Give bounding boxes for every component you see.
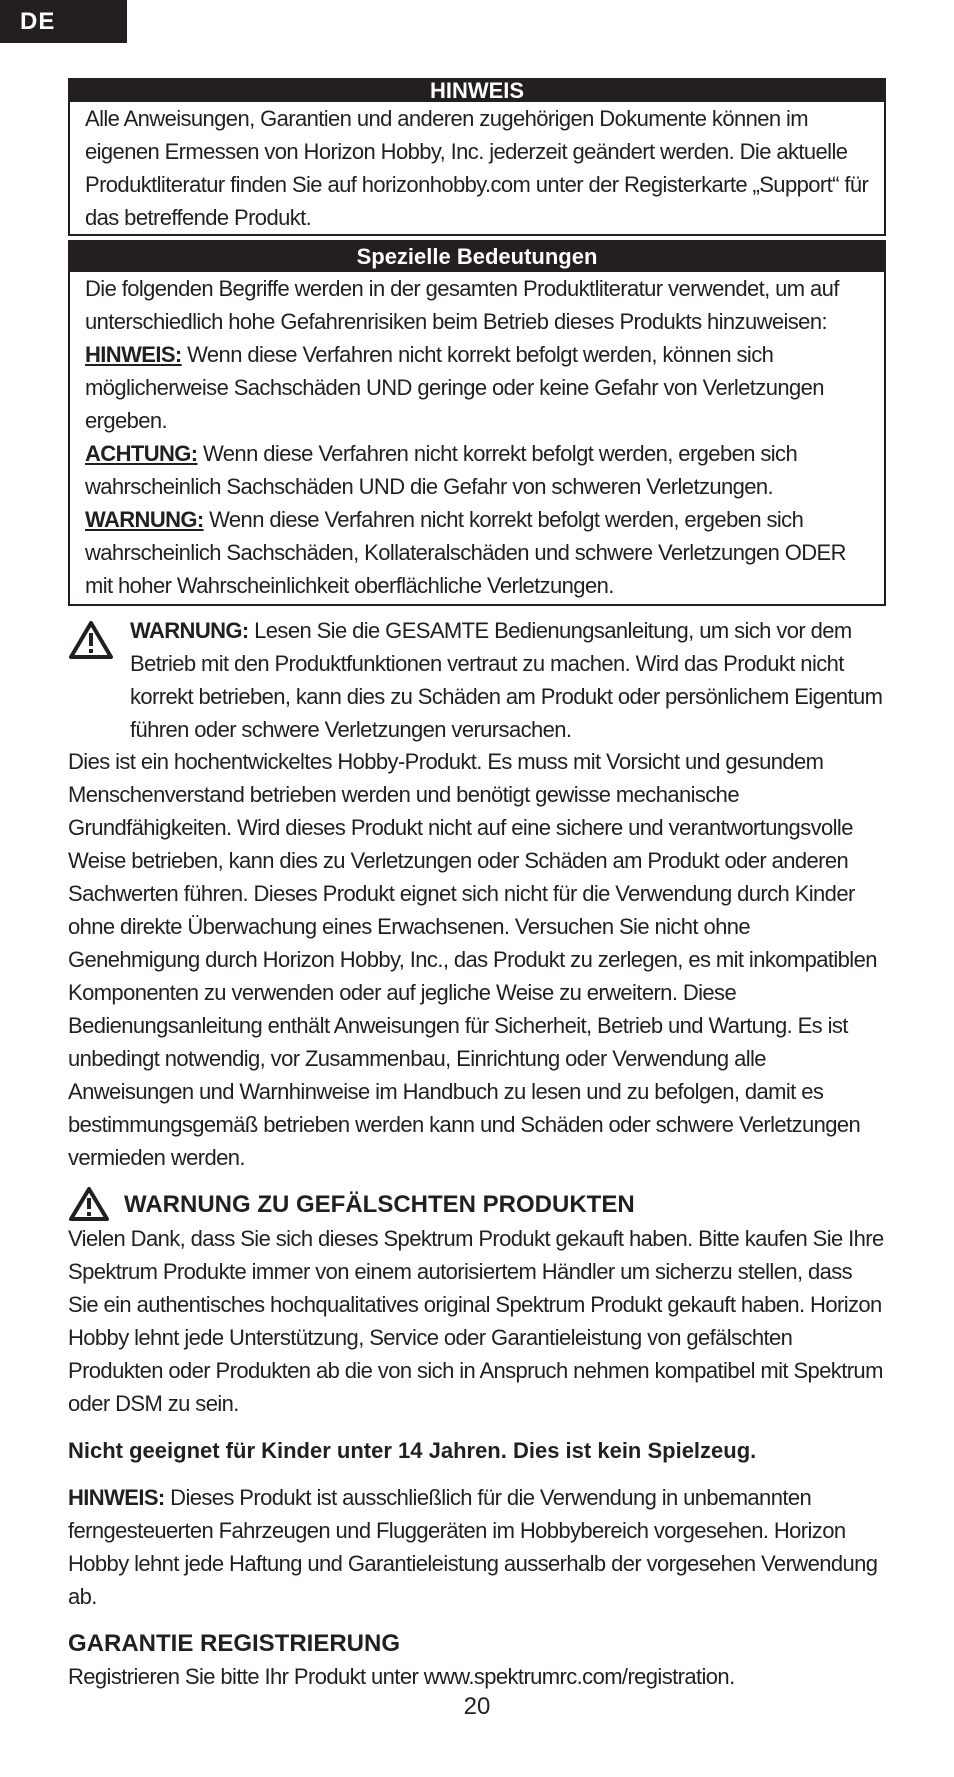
meaning-label: ACHTUNG:: [85, 441, 198, 466]
meaning-text: Wenn diese Verfahren nicht korrekt befolgt werden, ergeben sich wahrscheinlich Sachschäden UND die Gefahr von schweren Verletzungen.: [85, 441, 798, 499]
meanings-intro: Die folgenden Begriffe werden in der gesamten Produktliteratur verwendet, um auf unterschiedlich hohe Gefahrenrisiken beim Betrieb dieses Produkts hinzuweisen:: [85, 276, 839, 334]
warning-triangle-icon: [68, 1186, 110, 1222]
meaning-item-warnung: [85, 503, 872, 602]
age-warning: Nicht geeignet für Kinder unter 14 Jahren. Dies ist kein Spielzeug.: [68, 1438, 757, 1463]
main-warning-text: Lesen Sie die GESAMTE Bedienungsanleitung, um sich vor dem Betrieb mit den Produktfunktionen vertraut zu machen. Wird das Produkt nicht korrekt betrieben, kann dies zu Schäden am Produkt oder persönlichem Eigentum führen oder schwere Verletzungen verursachen.: [130, 618, 883, 742]
usage-notice-text: Dieses Produkt ist ausschließlich für die Verwendung in unbemannten ferngesteuerten Fahrzeugen und Fluggeräten im Hobbybereich vorgesehen. Horizon Hobby lehnt jede Haftung und Garantieleistung ausserhalb der vorgesehen Verwendung ab.: [68, 1485, 878, 1609]
notice-box-body: Alle Anweisungen, Garantien und anderen zugehörigen Dokumente können im eigenen Ermessen von Horizon Hobby, Inc. jederzeit geändert werden. Die aktuelle Produktliteratur finden Sie auf horizonhobby.com unter der Registerkarte „Support“ für das betreffende Produkt.: [85, 106, 869, 230]
meaning-label: HINWEIS:: [85, 342, 182, 367]
usage-notice-label: HINWEIS:: [68, 1485, 165, 1510]
counterfeit-text: Vielen Dank, dass Sie sich dieses Spektrum Produkt gekauft haben. Bitte kaufen Sie Ihre Spektrum Produkte immer von einem autorisiertem Händler um sicherzu stellen, dass Sie ein authentisches hochqualitatives original Spektrum Produkt gekauft haben. Horizon Hobby lehnt jede Unterstützung, Service oder Garantieleistung von gefälschten Produkten oder Produkten ab die von sich in Anspruch nehmen kompatibel mit Spektrum oder DSM zu sein.: [68, 1226, 884, 1416]
registration-text: Registrieren Sie bitte Ihr Produkt unter www.spektrumrc.com/registration.: [68, 1664, 735, 1689]
registration-title: GARANTIE REGISTRIERUNG: [68, 1630, 401, 1657]
main-warning: [68, 614, 886, 746]
meaning-text: Wenn diese Verfahren nicht korrekt befolgt werden, können sich möglicherweise Sachschäden UND geringe oder keine Gefahr von Verletzungen ergeben.: [85, 342, 824, 433]
meaning-item-achtung: [85, 437, 872, 503]
language-tab: DE: [0, 0, 127, 43]
counterfeit-title-text: WARNUNG ZU GEFÄLSCHTEN PRODUKTEN: [124, 1190, 635, 1218]
notice-box-title: HINWEIS: [70, 80, 884, 102]
usage-notice: [68, 1481, 886, 1613]
main-warning-paragraph-2: Dies ist ein hochentwickeltes Hobby-Produkt. Es muss mit Vorsicht und gesundem Menschenverstand betrieben werden und benötigt gewisse mechanische Grundfähigkeiten. Wird dieses Produkt nicht auf eine sichere und verantwortungsvolle Weise betrieben, kann dies zu Verletzungen oder Schäden am Produkt oder anderen Sachwerten führen. Dieses Produkt eignet sich nicht für die Verwendung durch Kinder ohne direkte Überwachung eines Erwachsenen. Versuchen Sie nicht ohne Genehmigung durch Horizon Hobby, Inc., das Produkt zu zerlegen, es mit inkompatiblen Komponenten zu verwenden oder auf jegliche Weise zu erweitern. Diese Bedienungsanleitung enthält Anweisungen für Sicherheit, Betrieb und Wartung. Es ist unbedingt notwendig, vor Zusammenbau, Einrichtung oder Verwendung alle Anweisungen und Warnhinweise im Handbuch zu lesen und zu befolgen, damit es bestimmungsgemäß betrieben werden kann und Schäden oder schwere Verletzungen vermieden werden.: [68, 749, 877, 1170]
counterfeit-title: [68, 1186, 886, 1222]
page-number: 20: [463, 1693, 491, 1720]
meaning-text: Wenn diese Verfahren nicht korrekt befolgt werden, ergeben sich wahrscheinlich Sachschäden, Kollateralschäden und schwere Verletzungen ODER mit hoher Wahrscheinlichkeit oberflächliche Verletzungen.: [85, 507, 846, 598]
meanings-box: [68, 240, 886, 606]
page-content: [68, 78, 886, 1693]
meaning-label: WARNUNG:: [85, 507, 204, 532]
meanings-box-title: Spezielle Bedeutungen: [70, 242, 884, 272]
main-warning-label: WARNUNG:: [130, 618, 249, 643]
meaning-item-hinweis: [85, 338, 872, 437]
warning-triangle-icon: [68, 620, 114, 660]
notice-box: [68, 78, 886, 236]
